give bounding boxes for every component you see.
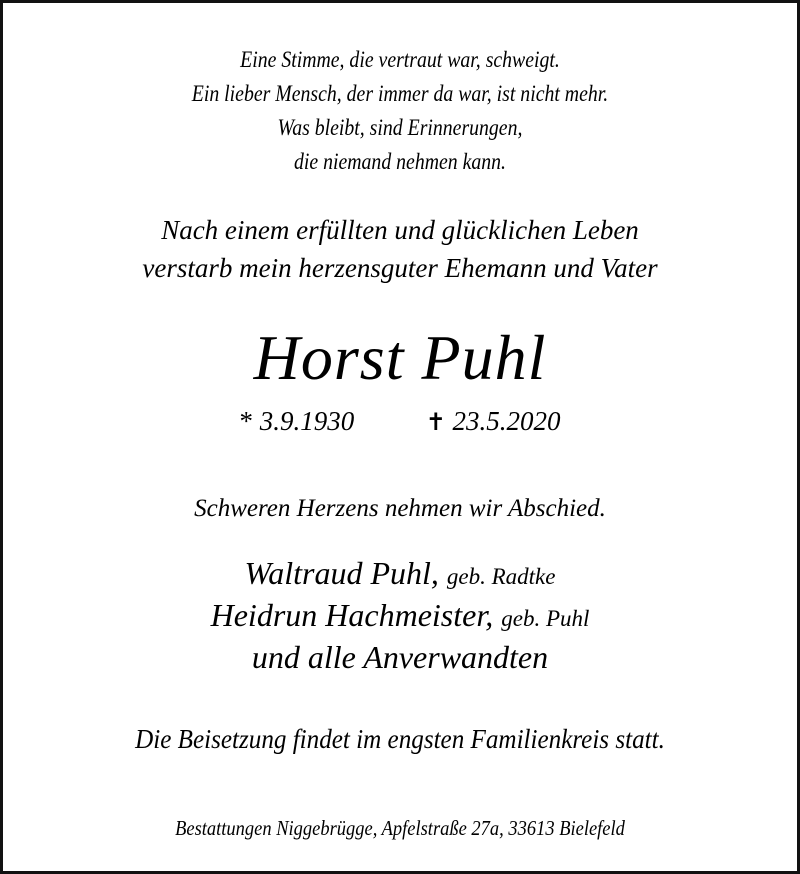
- life-dates: [3, 406, 797, 437]
- death-date: 23.5.2020: [452, 406, 561, 436]
- mourner-name: und alle Anverwandten: [251, 639, 549, 675]
- poem-line-2: Ein lieber Mensch, der immer da war, ist nicht mehr.: [191, 81, 609, 106]
- intro-line-1: Nach einem erfüllten und glücklichen Leben: [161, 215, 639, 245]
- intro-line-2: verstarb mein herzensguter Ehemann und Vater: [142, 253, 658, 283]
- birth-date: 3.9.1930: [259, 406, 355, 436]
- mourner-maiden-name: geb. Radtke: [446, 564, 556, 589]
- burial-notice: Die Beisetzung findet im engsten Familienkreis statt.: [135, 724, 665, 754]
- farewell-text: Schweren Herzens nehmen wir Abschied.: [194, 495, 606, 522]
- poem-line-3: Was bleibt, sind Erinnerungen,: [277, 115, 523, 140]
- poem-line-4: die niemand nehmen kann.: [293, 149, 507, 174]
- funeral-home-info: Bestattungen Niggebrügge, Apfelstraße 27a, 33613 Bielefeld: [175, 816, 625, 840]
- mourner-maiden-name: geb. Puhl: [501, 606, 590, 631]
- cross-icon: ✝: [425, 410, 446, 436]
- birth-symbol: *: [239, 406, 253, 436]
- mourner-name: Heidrun Hachmeister,: [210, 597, 494, 633]
- mourner-1: [3, 555, 797, 592]
- deceased-name: Horst Puhl: [253, 322, 547, 393]
- mourner-3: [3, 639, 797, 676]
- mourner-name: Waltraud Puhl,: [244, 555, 439, 591]
- poem-line-1: Eine Stimme, die vertraut war, schweigt.: [240, 47, 560, 72]
- mourner-2: [3, 597, 797, 634]
